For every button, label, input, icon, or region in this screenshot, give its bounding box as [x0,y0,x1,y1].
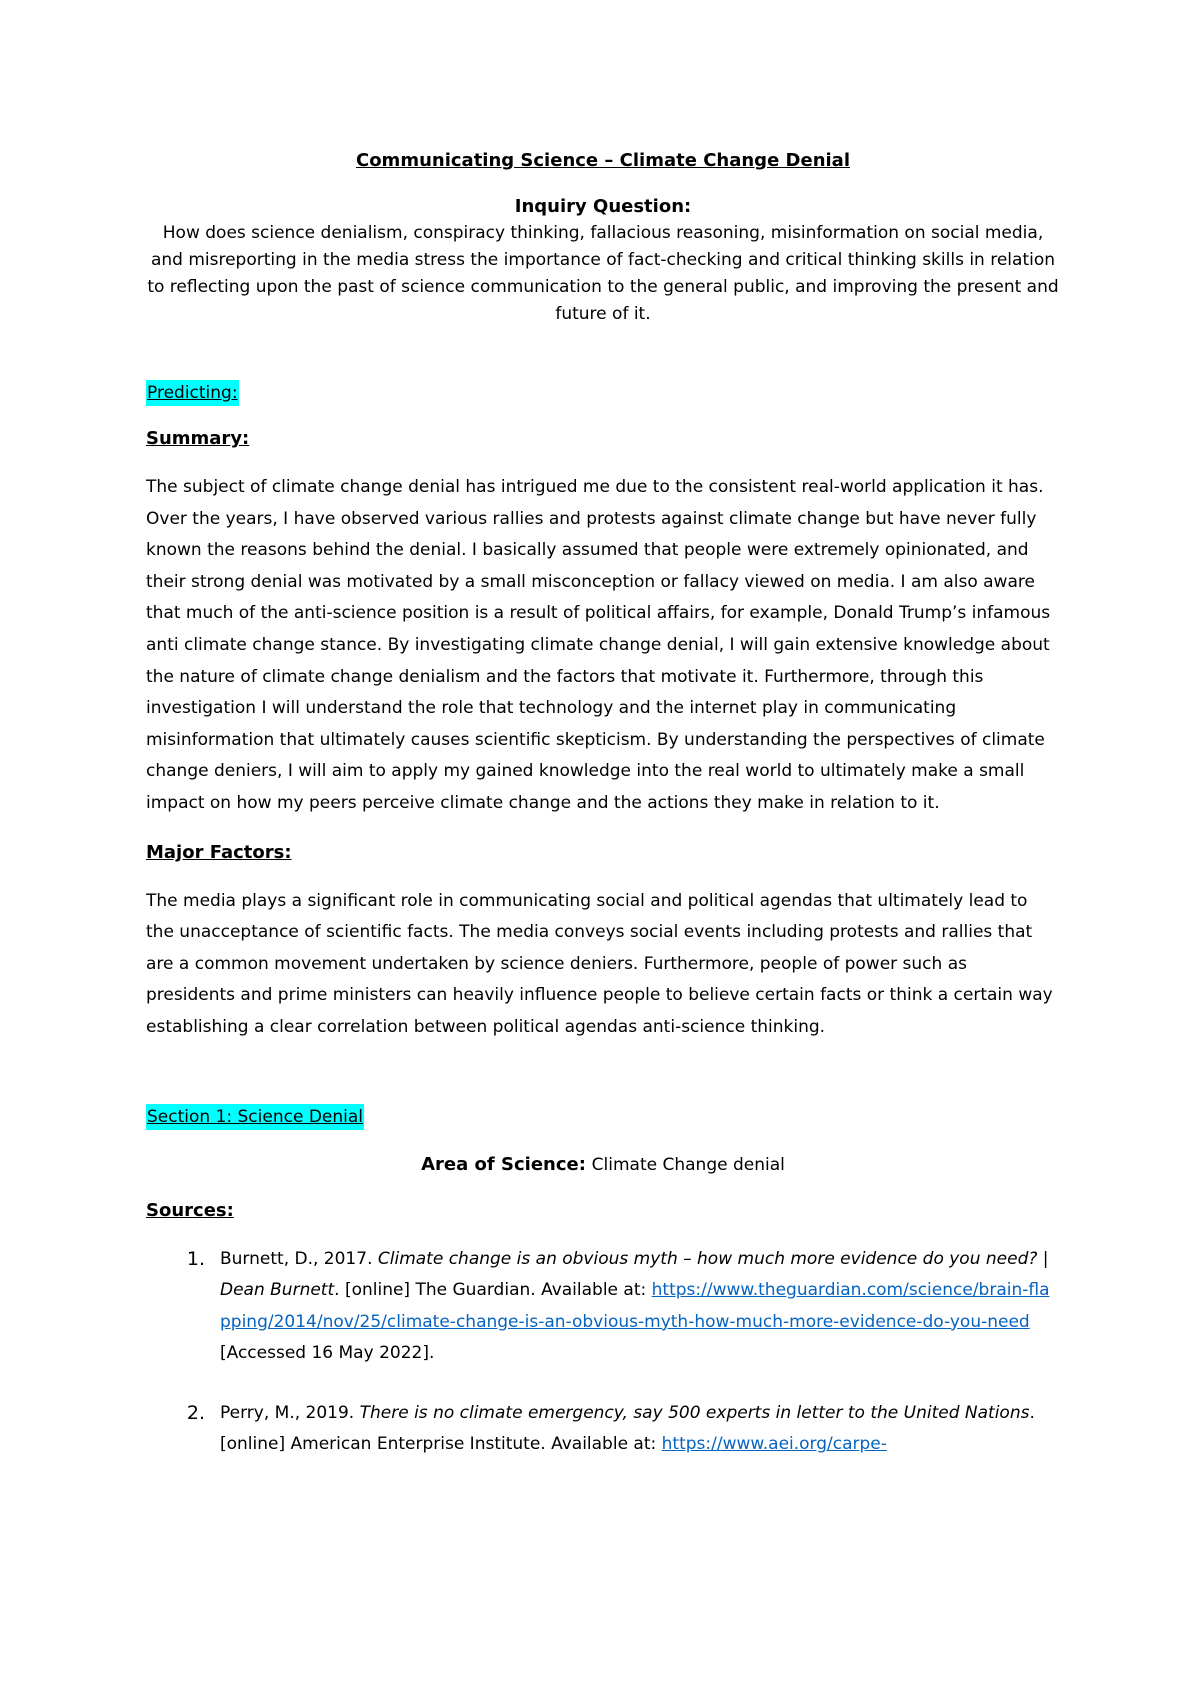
area-of-science-label: Area of Science: [421,1153,586,1175]
summary-text: The subject of climate change denial has intrigued me due to the consistent real-world application it has. Over the years, I have observed various rallies and protests against climate change but have never fully known the reasons behind the denial. I basically assumed that people were extremely opinionated, and their strong denial was motivated by a small misconception or fallacy viewed on media. I am also aware that much of the anti-science position is a result of political affairs, for example, Donald Trump’s infamous anti climate change stance. By investigating climate change denial, I will gain extensive knowledge about the nature of climate change denialism and the factors that motivate it. Furthermore, through this investigation I will understand the role that technology and the internet play in communicating misinformation that ultimately causes scientific skepticism. By understanding the perspectives of climate change deniers, I will aim to apply my gained knowledge into the real world to ultimately make a small impact on how my peers perceive climate change and the actions they make in relation to it. [146,477,1051,813]
sources-heading: Sources: [146,1199,234,1221]
source-citation [220,1398,1060,1461]
area-of-science-value: Climate Change denial [591,1154,785,1175]
source-title: Climate change is an obvious myth – how much more evidence do you need? | Dean Burnett [220,1248,1049,1301]
source-publisher: . [online] The Guardian. Available at: [334,1280,652,1301]
source-authors: Burnett, D., 2017. [220,1248,378,1269]
source-number: 1. [186,1247,205,1270]
major-factors-heading: Major Factors: [146,841,292,863]
inquiry-heading: Inquiry Question: [514,196,692,217]
predicting-section [146,380,1060,406]
major-factors-text: The media plays a significant role in communicating social and political agendas that ultimately lead to the unacceptance of scientific facts. The media conveys social events including protests and rallies that are a common movement undertaken by science deniers. Furthermore, people of power such as presidents and prime ministers can heavily influence people to believe certain facts or think a certain way establishing a clear correlation between political agendas anti-science thinking. [146,890,1053,1037]
area-of-science [146,1152,1060,1178]
source-item [146,1398,1060,1461]
source-title: There is no climate emergency, say 500 experts in letter to the United Nations [359,1402,1030,1423]
source-publisher: . [online] American Enterprise Institute. Available at: [220,1402,1035,1455]
source-link[interactable]: https://www.theguardian.com/science/brain-flapping/2014/nov/25/climate-change-is-an-obvious-myth-how-much-more-evidence-do-you-need [220,1280,1050,1332]
section1-section [146,1104,1060,1130]
document-title: Communicating Science – Climate Change Denial [355,150,850,171]
source-link[interactable]: https://www.aei.org/carpe- [661,1434,887,1455]
source-citation [220,1244,1060,1370]
summary-heading: Summary: [146,428,250,449]
source-accessed: [Accessed 16 May 2022]. [220,1343,435,1364]
source-number: 2. [186,1401,205,1424]
sources-list [146,1244,1060,1462]
source-authors: Perry, M., 2019. [220,1402,360,1423]
inquiry-text: How does science denialism, conspiracy thinking, fallacious reasoning, misinformation on social media, and misreporting in the media stress the importance of fact-checking and critical thinking skills in relation to reflecting upon the past of science communication to the general public, and improving the present and future of it. [147,223,1059,324]
source-item [146,1244,1060,1370]
section1-label: Section 1: Science Denial [146,1104,364,1130]
predicting-label: Predicting: [146,380,239,406]
